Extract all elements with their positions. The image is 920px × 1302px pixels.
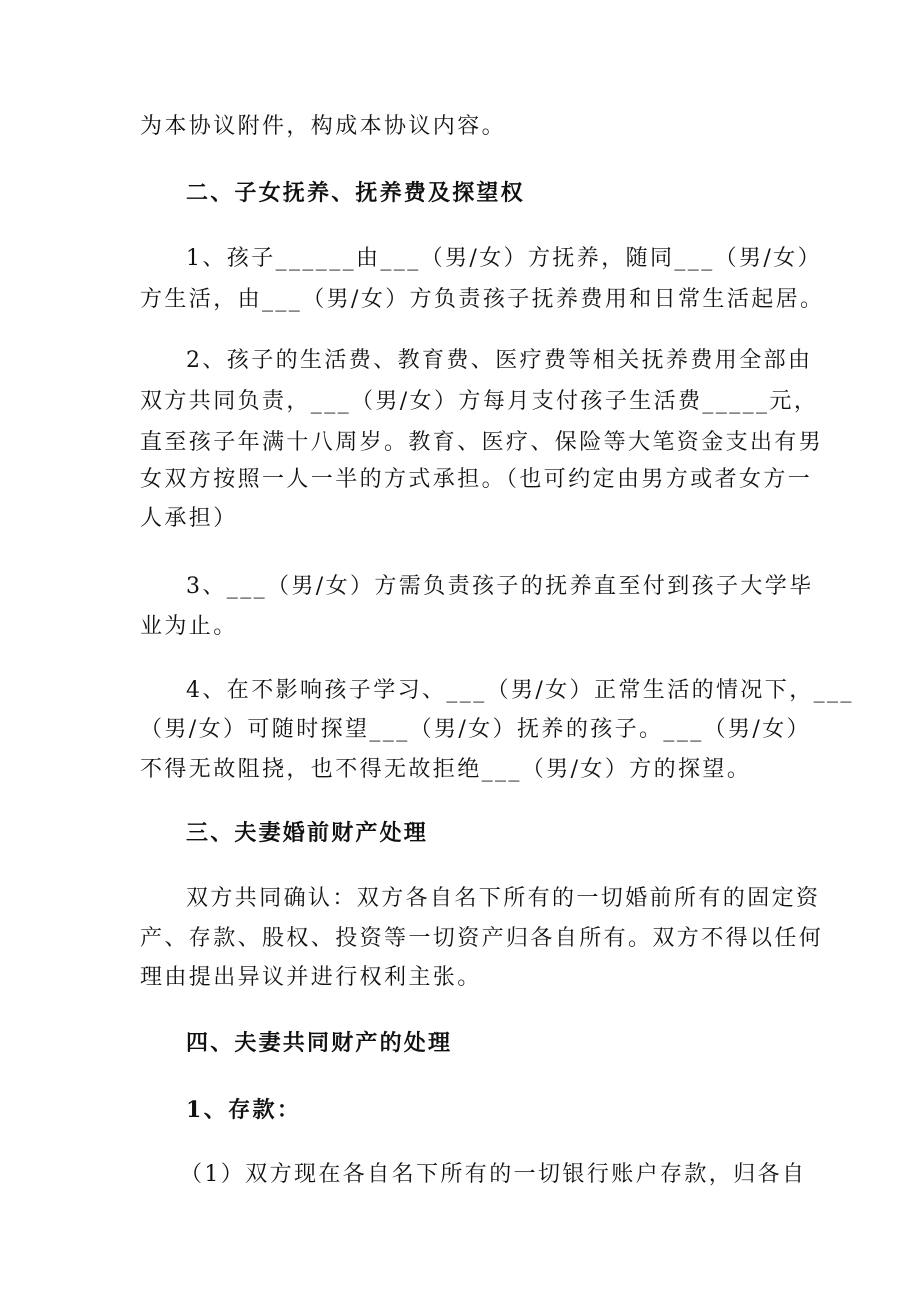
paragraph-line: 双方共同确认：双方各自名下所有的一切婚前所有的固定资 — [186, 886, 821, 911]
paragraph-line: 4、在不影响孩子学习、___（男/女）正常生活的情况下，___ — [186, 678, 854, 703]
paragraph-line: 产、存款、股权、投资等一切资产归各自所有。双方不得以任何 — [140, 926, 824, 951]
paragraph-line: 不得无故阻挠，也不得无故拒绝___（男/女）方的探望。 — [140, 757, 752, 782]
subsection-heading: 1、存款： — [186, 1097, 302, 1123]
paragraph-line: （1）双方现在各自名下所有的一切银行账户存款，归各自 — [180, 1162, 807, 1187]
paragraph-line: 2、孩子的生活费、教育费、医疗费等相关抚养费用全部由 — [186, 348, 813, 373]
paragraph-line: 方生活，由___（男/女）方负责孩子抚养费用和日常生活起居。 — [140, 287, 825, 312]
section-heading-4: 四、夫妻共同财产的处理 — [186, 1030, 453, 1056]
section-heading-2: 二、子女抚养、抚养费及探望权 — [186, 180, 525, 206]
section-heading-3: 三、夫妻婚前财产处理 — [186, 820, 429, 846]
paragraph-line: 女双方按照一人一半的方式承担。（也可约定由男方或者女方一 — [140, 467, 813, 492]
paragraph-line: 人承担） — [140, 506, 238, 531]
paragraph-line: 双方共同负责，___（男/女）方每月支付孩子生活费_____元， — [140, 389, 819, 414]
paragraph-line: 直至孩子年满十八周岁。教育、医疗、保险等大笔资金支出有男 — [140, 430, 824, 455]
paragraph-line: （男/女）可随时探望___（男/女）抚养的孩子。___（男/女） — [140, 717, 812, 742]
paragraph-line: 1、孩子______由___（男/女）方抚养，随同___（男/女） — [186, 246, 823, 271]
paragraph-line: 为本协议附件，构成本协议内容。 — [140, 114, 507, 139]
paragraph-line: 理由提出异议并进行权利主张。 — [140, 965, 482, 990]
paragraph-line: 业为止。 — [140, 614, 238, 639]
paragraph-line: 3、___（男/女）方需负责孩子的抚养直至付到孩子大学毕 — [186, 574, 814, 599]
